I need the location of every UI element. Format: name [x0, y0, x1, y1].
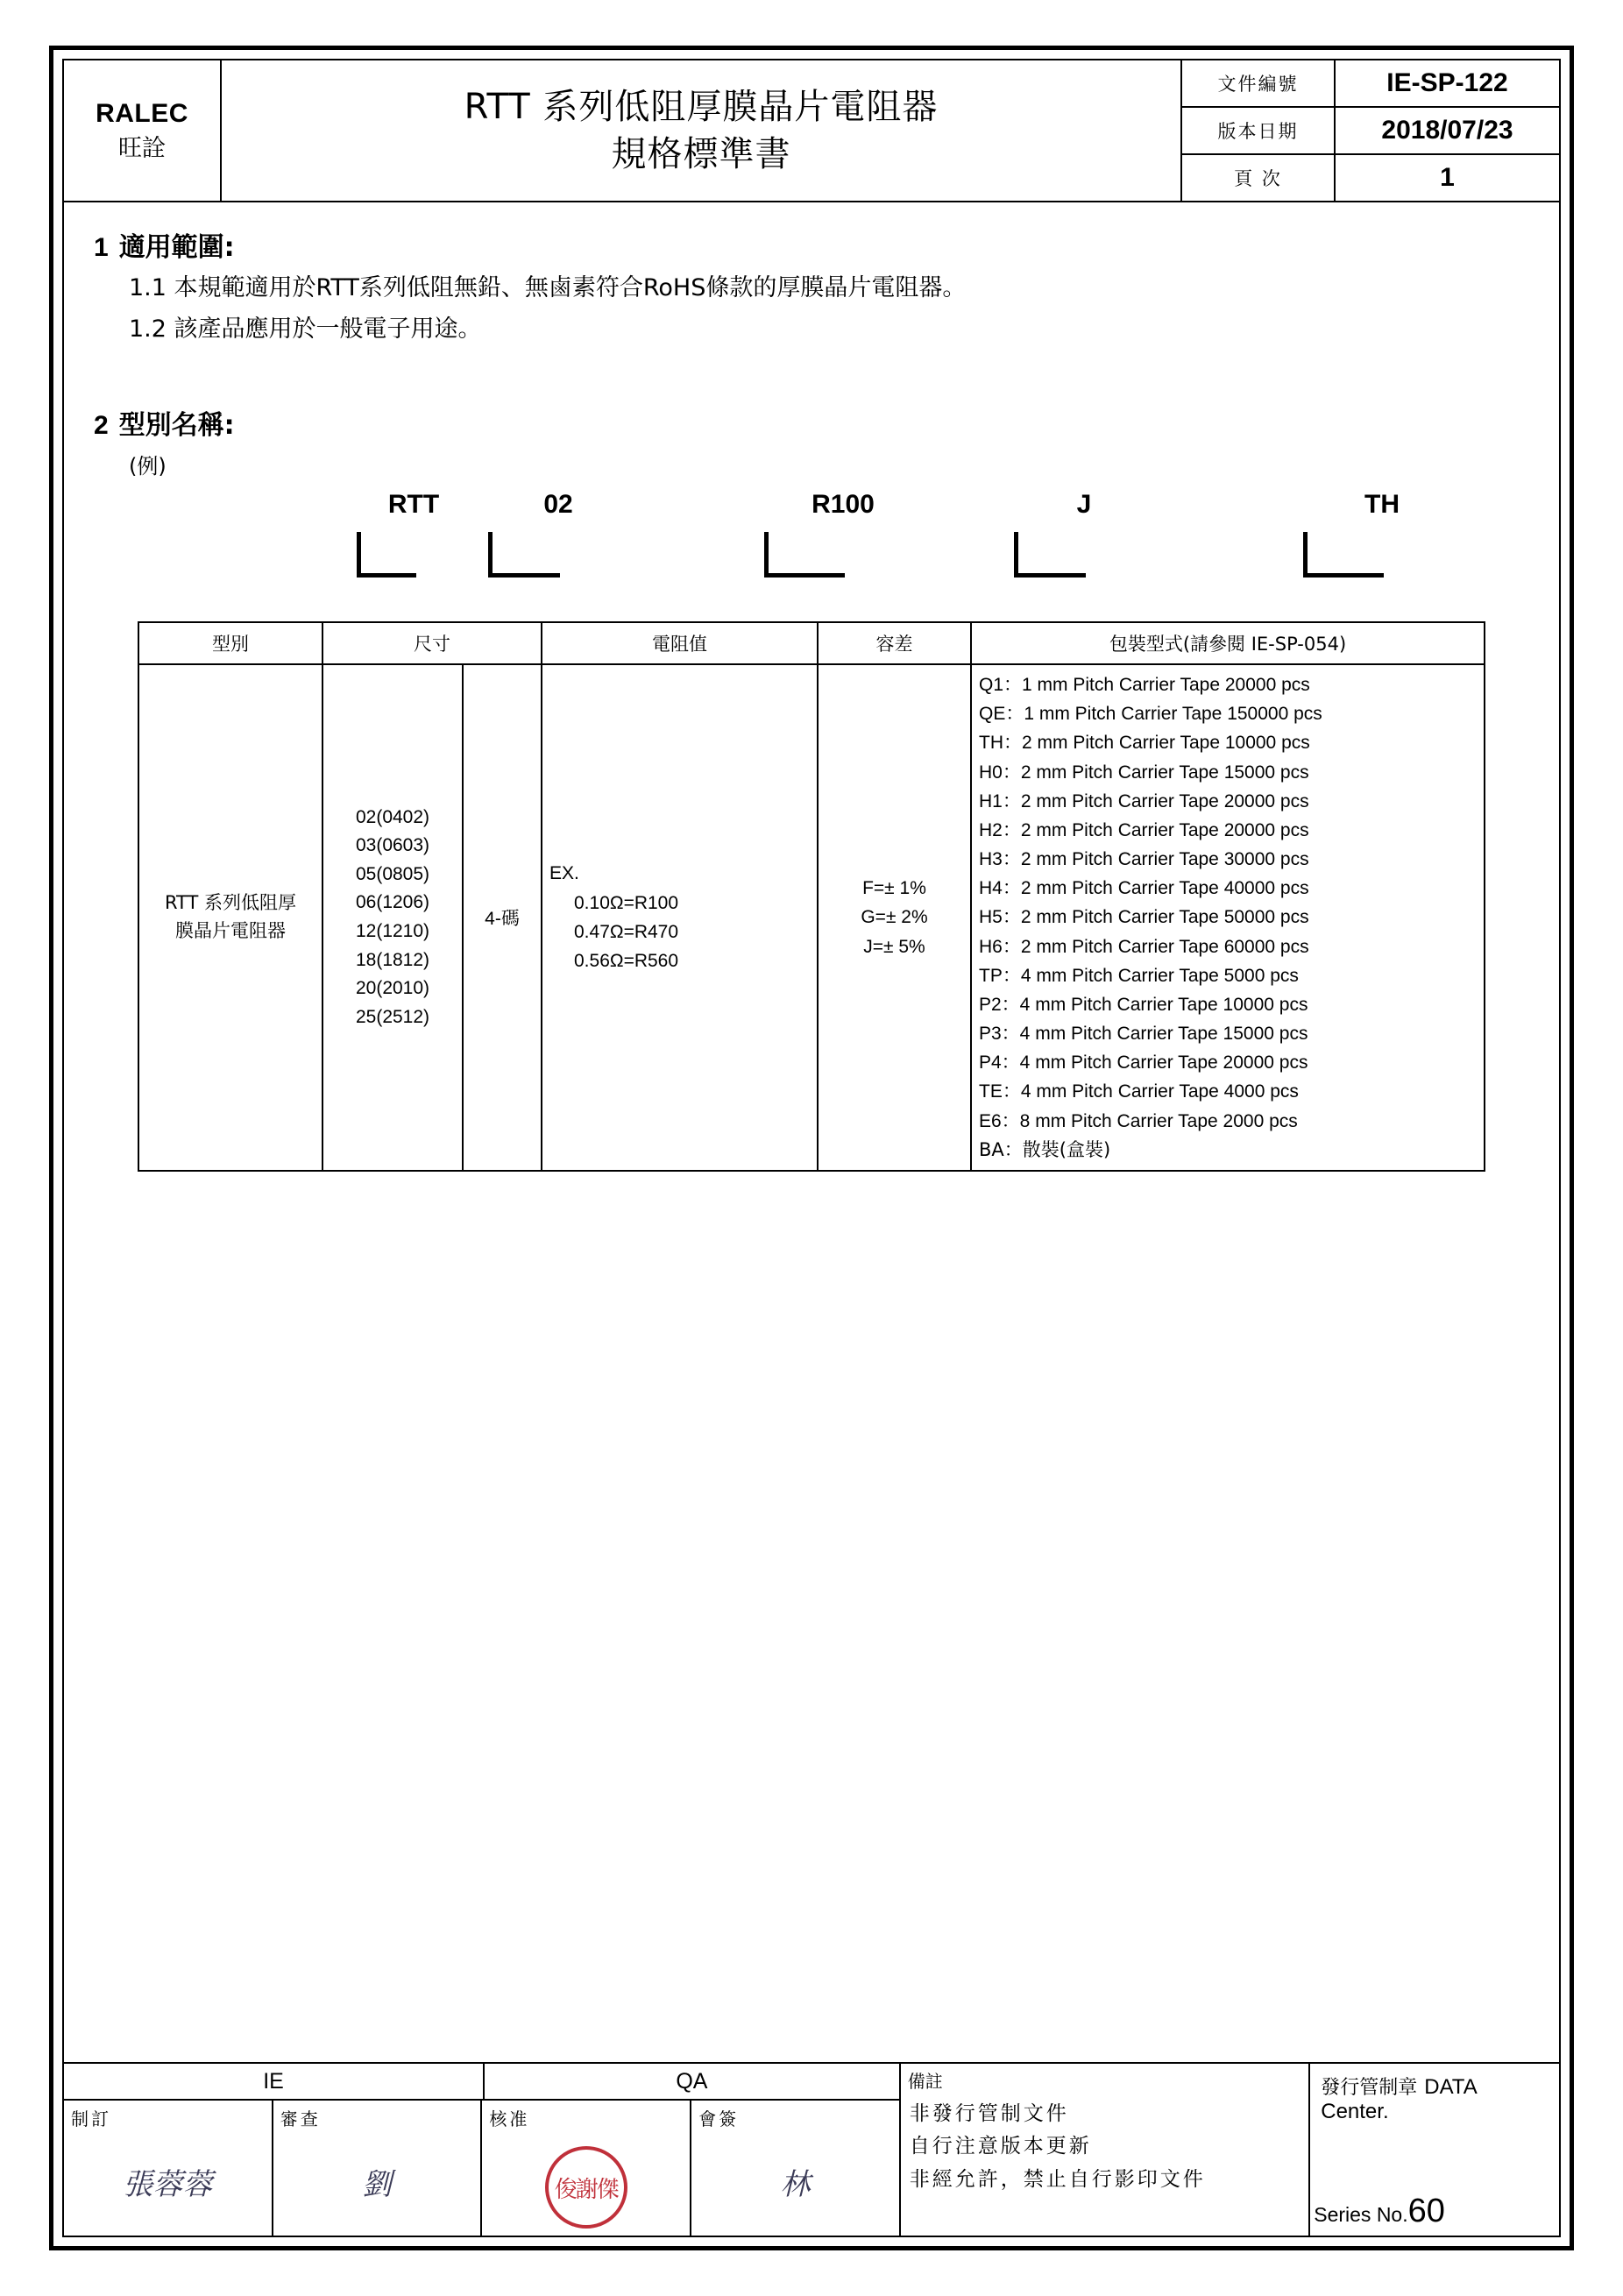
packaging-item: P4：4 mm Pitch Carrier Tape 20000 pcs	[979, 1052, 1308, 1074]
tolerance-item: J=± 5%	[863, 936, 925, 957]
packaging-item: P2：4 mm Pitch Carrier Tape 10000 pcs	[979, 994, 1308, 1015]
pn-label-packaging: TH	[1364, 490, 1400, 519]
section-2-number: 2	[94, 411, 109, 440]
series-label: Series No.	[1314, 2203, 1408, 2226]
meta-row-page	[1182, 155, 1559, 201]
section-2	[94, 403, 1529, 479]
meta-value-doc-number: IE-SP-122	[1386, 68, 1508, 97]
document-meta	[1182, 60, 1559, 201]
section-1-title: 適用範圍:	[118, 232, 235, 263]
brand-name-cn: 旺詮	[118, 135, 166, 163]
signature-cell-reviewed	[273, 2101, 483, 2236]
cell-model-line-2: 膜晶片電阻器	[175, 919, 286, 941]
packaging-item: H6：2 mm Pitch Carrier Tape 60000 pcs	[979, 936, 1309, 957]
signature-mark-countersign: 林	[780, 2166, 811, 2202]
section-2-heading	[94, 403, 1529, 442]
resistance-value: 0.47Ω=R470	[574, 921, 679, 942]
packaging-item: H2：2 mm Pitch Carrier Tape 20000 pcs	[979, 819, 1309, 840]
title-line-2: 規格標準書	[611, 134, 791, 174]
issue-control-label: 發行管制章	[1321, 2077, 1418, 2099]
packaging-item: E6：8 mm Pitch Carrier Tape 2000 pcs	[979, 1110, 1298, 1131]
section-1-line-2: 1.2 該產品應用於一般電子用途。	[129, 315, 482, 343]
signature-label-approved: 核准	[489, 2108, 530, 2129]
packaging-item: TE：4 mm Pitch Carrier Tape 4000 pcs	[979, 1081, 1299, 1102]
meta-value-revision-date: 2018/07/23	[1381, 116, 1513, 145]
pn-elbow-packaging	[1303, 532, 1384, 578]
section-1-number: 1	[94, 233, 109, 262]
cell-resistance	[542, 664, 818, 1171]
part-number-table	[138, 621, 1485, 1172]
document-body	[64, 202, 1559, 2062]
pn-elbow-resistance	[764, 532, 845, 578]
size-item: 03(0603)	[355, 835, 430, 856]
section-1-heading	[94, 225, 1529, 264]
remark-line: 非經允許，禁止自行影印文件	[909, 2167, 1206, 2191]
signature-mark-prepared: 張蓉蓉	[123, 2166, 213, 2202]
title-line-1: RTT 系列低阻厚膜晶片電阻器	[464, 87, 939, 127]
footer-remark-block	[901, 2064, 1310, 2236]
th-size: 尺寸	[322, 622, 542, 664]
size-item: 20(2010)	[355, 978, 430, 999]
signature-label-reviewed: 審查	[280, 2108, 321, 2129]
footer-signature-block	[64, 2064, 901, 2236]
cell-size-list	[322, 664, 463, 1171]
size-item: 05(0805)	[355, 863, 430, 884]
pn-elbow-tolerance	[1014, 532, 1086, 578]
remark-lines	[901, 2093, 1308, 2196]
cell-packaging	[971, 664, 1485, 1171]
footer-issue-block	[1310, 2064, 1559, 2236]
pn-elbow-size	[488, 532, 560, 578]
meta-row-doc-number	[1182, 60, 1559, 108]
part-number-diagram	[94, 490, 1529, 621]
packaging-item: TH：2 mm Pitch Carrier Tape 10000 pcs	[979, 733, 1310, 754]
pn-label-size: 02	[543, 490, 573, 519]
cell-model	[138, 664, 322, 1171]
tolerance-item: F=± 1%	[862, 877, 926, 898]
resistance-value: 0.56Ω=R560	[574, 950, 679, 971]
meta-label-doc-number: 文件編號	[1182, 60, 1336, 106]
section-2-note: (例)	[129, 454, 167, 478]
packaging-item: H1：2 mm Pitch Carrier Tape 20000 pcs	[979, 790, 1309, 811]
table-row	[138, 664, 1485, 1171]
size-item: 12(1210)	[355, 920, 430, 941]
meta-label-page: 頁 次	[1182, 155, 1336, 201]
size-item: 06(1206)	[355, 892, 430, 913]
issue-control	[1321, 2073, 1549, 2124]
cell-model-line-1: RTT 系列低阻厚	[164, 892, 297, 914]
pn-label-tolerance: J	[1076, 490, 1092, 519]
inner-border	[62, 59, 1561, 2237]
pn-label-series: RTT	[387, 490, 440, 519]
th-packaging: 包裝型式(請參閱 IE-SP-054)	[971, 622, 1485, 664]
tolerance-item: G=± 2%	[861, 907, 928, 928]
packaging-item: TP：4 mm Pitch Carrier Tape 5000 pcs	[979, 965, 1299, 986]
resistance-example-label: EX.	[549, 862, 579, 883]
meta-value-page: 1	[1440, 163, 1455, 192]
packaging-item: BA：散裝(盒裝)	[979, 1138, 1111, 1160]
pn-elbow-series	[357, 532, 416, 578]
th-tolerance: 容差	[818, 622, 971, 664]
document-header	[64, 60, 1559, 202]
document-title	[222, 60, 1182, 201]
table-header-row	[138, 622, 1485, 664]
pn-label-resistance: R100	[812, 490, 875, 519]
signature-cell-prepared	[64, 2101, 273, 2236]
meta-label-revision-date: 版本日期	[1182, 108, 1336, 153]
brand-name-en: RALEC	[96, 98, 188, 128]
cell-tolerance	[818, 664, 971, 1171]
section-spacer	[94, 352, 1529, 398]
resistance-value: 0.10Ω=R100	[574, 893, 679, 914]
size-item: 25(2512)	[355, 1006, 430, 1027]
document-footer	[64, 2062, 1559, 2236]
signature-mark-reviewed: 劉	[362, 2166, 393, 2202]
remark-line: 非發行管制文件	[909, 2102, 1069, 2125]
signature-cell-approved	[482, 2101, 691, 2236]
footer-signature-cells	[64, 2101, 899, 2236]
packaging-item: H5：2 mm Pitch Carrier Tape 50000 pcs	[979, 907, 1309, 928]
th-resistance: 電阻值	[542, 622, 818, 664]
size-item: 02(0402)	[355, 806, 430, 827]
section-2-title: 型別名稱:	[118, 410, 235, 441]
signature-label-prepared: 制訂	[71, 2108, 111, 2129]
packaging-item: H0：2 mm Pitch Carrier Tape 15000 pcs	[979, 762, 1309, 783]
series-number	[1310, 2193, 1559, 2230]
packaging-item: QE：1 mm Pitch Carrier Tape 150000 pcs	[979, 704, 1322, 725]
outer-border	[49, 46, 1574, 2250]
signature-cell-countersign	[691, 2101, 899, 2236]
remark-line: 自行注意版本更新	[909, 2135, 1092, 2158]
remark-label: 備註	[907, 2071, 943, 2092]
issue-control-value: DATA Center.	[1321, 2075, 1477, 2123]
footer-dept-qa: QA	[676, 2069, 708, 2094]
footer-dept-ie: IE	[64, 2064, 485, 2099]
series-value: 60	[1407, 2193, 1445, 2229]
packaging-item: P3：4 mm Pitch Carrier Tape 15000 pcs	[979, 1024, 1308, 1045]
meta-row-revision-date	[1182, 108, 1559, 155]
packaging-item: Q1：1 mm Pitch Carrier Tape 20000 pcs	[979, 675, 1310, 695]
th-model: 型別	[138, 622, 322, 664]
company-logo	[64, 60, 222, 201]
size-item: 18(1812)	[355, 949, 430, 970]
section-1-line-1: 1.1 本規範適用於RTT系列低阻無鉛、無鹵素符合RoHS條款的厚膜晶片電阻器。	[129, 274, 967, 301]
approval-stamp-icon: 俊謝傑	[545, 2146, 627, 2229]
cell-digit-code: 4-碼	[463, 664, 542, 1171]
signature-label-countersign: 會簽	[698, 2108, 740, 2129]
footer-department-row	[64, 2064, 899, 2101]
packaging-item: H4：2 mm Pitch Carrier Tape 40000 pcs	[979, 878, 1309, 899]
packaging-item: H3：2 mm Pitch Carrier Tape 30000 pcs	[979, 849, 1309, 870]
